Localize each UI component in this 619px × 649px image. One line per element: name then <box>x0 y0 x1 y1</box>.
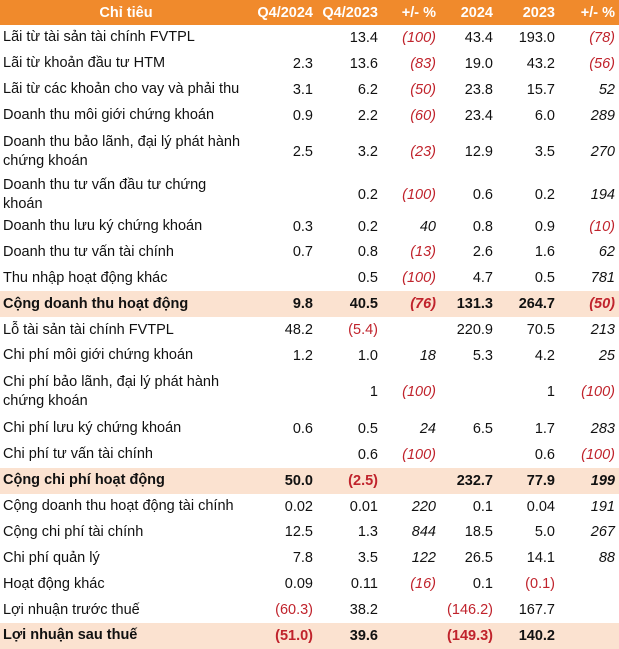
cell-2023: 264.7 <box>497 291 559 317</box>
cell-2023: 1.7 <box>534 420 555 437</box>
cell-quarter-change: (50) <box>410 81 436 98</box>
header-q4-2024: Q4/2024 <box>252 0 317 25</box>
cell-2024 <box>440 369 497 416</box>
row-label: Chi phí bảo lãnh, đại lý phát hành chứng khoán <box>3 374 220 410</box>
cell-2023: 70.5 <box>526 322 555 339</box>
cell-year-change: (50) <box>559 291 619 317</box>
cell-quarter-change: 220 <box>411 498 436 515</box>
cell-2023: 77.9 <box>497 468 559 494</box>
row-label: Lợi nhuận trước thuế <box>3 601 140 618</box>
cell-q4-2024: 0.09 <box>284 576 313 593</box>
cell-quarter-change <box>382 597 440 623</box>
cell-q4-2024: 2.5 <box>292 144 313 161</box>
table-row <box>0 369 619 416</box>
row-label: Doanh thu môi giới chứng khoán <box>3 107 215 124</box>
cell-2023: 1.6 <box>534 244 555 261</box>
cell-2023: 140.2 <box>497 623 559 649</box>
cell-q4-2023: 0.8 <box>357 244 378 261</box>
cell-q4-2024: 3.1 <box>292 81 313 98</box>
table-row <box>0 416 619 442</box>
cell-q4-2023: 1.3 <box>357 524 378 541</box>
cell-year-change <box>559 597 619 623</box>
table-row <box>0 51 619 77</box>
row-label: Chi phí môi giới chứng khoán <box>3 347 194 364</box>
header-quarter-change: +/- % <box>382 0 440 25</box>
cell-year-change: 199 <box>559 468 619 494</box>
header-q4-2023: Q4/2023 <box>317 0 382 25</box>
cell-q4-2024: 0.6 <box>292 420 313 437</box>
cell-year-change: 194 <box>590 186 615 203</box>
cell-year-change: (100) <box>581 446 615 463</box>
cell-quarter-change: (23) <box>410 144 436 161</box>
cell-q4-2023: 0.5 <box>357 420 378 437</box>
cell-2024: 0.6 <box>472 186 493 203</box>
cell-quarter-change: 844 <box>411 524 436 541</box>
cell-q4-2024: (60.3) <box>275 602 313 619</box>
cell-q4-2024: (51.0) <box>252 623 317 649</box>
cell-year-change: 88 <box>598 550 615 567</box>
header-2024: 2024 <box>440 0 497 25</box>
cell-2024: 0.8 <box>472 218 493 235</box>
cell-2023: (0.1) <box>525 576 555 593</box>
cell-year-change: 62 <box>598 244 615 261</box>
cell-2023: 5.0 <box>534 524 555 541</box>
cell-quarter-change <box>382 623 440 649</box>
row-label: Thu nhập hoạt động khác <box>3 269 168 286</box>
cell-q4-2023: 0.5 <box>357 270 378 287</box>
row-label: Hoạt động khác <box>3 575 105 592</box>
cell-quarter-change <box>382 317 440 343</box>
table-row <box>0 571 619 597</box>
cell-q4-2024: 50.0 <box>252 468 317 494</box>
cell-quarter-change: (76) <box>382 291 440 317</box>
row-label: Doanh thu bảo lãnh, đại lý phát hành chứng khoán <box>3 134 241 170</box>
header-2023: 2023 <box>497 0 559 25</box>
cell-2024: (149.3) <box>440 623 497 649</box>
cell-2024 <box>440 442 497 468</box>
cell-quarter-change: (100) <box>402 29 436 46</box>
table-total-row <box>0 468 619 494</box>
table-row <box>0 239 619 265</box>
cell-q4-2023: 3.5 <box>357 550 378 567</box>
row-label: Cộng chi phí tài chính <box>3 523 144 540</box>
cell-quarter-change: (100) <box>402 446 436 463</box>
cell-2024: 5.3 <box>472 347 493 364</box>
cell-quarter-change: (100) <box>402 384 436 401</box>
row-label: Lãi từ khoản đầu tư HTM <box>3 55 166 72</box>
row-label: Cộng doanh thu hoạt động <box>0 291 252 317</box>
cell-year-change: 781 <box>590 270 615 287</box>
cell-quarter-change: (100) <box>402 270 436 287</box>
row-label: Doanh thu tư vấn tài chính <box>3 243 174 260</box>
row-label: Chi phí lưu ký chứng khoán <box>3 420 182 437</box>
cell-quarter-change: (16) <box>410 576 436 593</box>
cell-q4-2024: 48.2 <box>284 322 313 339</box>
cell-2023: 193.0 <box>518 29 555 46</box>
cell-2024: 6.5 <box>472 420 493 437</box>
cell-q4-2024 <box>252 369 317 416</box>
table-row <box>0 77 619 103</box>
table-total-row <box>0 623 619 649</box>
row-label: Lãi từ các khoản cho vay và phải thu <box>3 81 240 98</box>
cell-q4-2023: 13.6 <box>349 55 378 72</box>
cell-2023: 0.04 <box>526 498 555 515</box>
table-row <box>0 25 619 51</box>
cell-q4-2023: 0.11 <box>350 576 378 593</box>
cell-q4-2024 <box>252 442 317 468</box>
cell-2024: 23.4 <box>464 107 493 124</box>
cell-year-change: 289 <box>590 107 615 124</box>
cell-2023: 0.9 <box>534 218 555 235</box>
table-row <box>0 265 619 291</box>
row-label: Doanh thu lưu ký chứng khoán <box>3 218 203 234</box>
cell-2023: 4.2 <box>534 347 555 364</box>
table-row <box>0 176 619 214</box>
cell-year-change: (56) <box>589 55 615 72</box>
table-row <box>0 597 619 623</box>
cell-q4-2023: 39.6 <box>317 623 382 649</box>
cell-q4-2023: (5.4) <box>348 322 378 339</box>
cell-2024: 131.3 <box>440 291 497 317</box>
cell-q4-2023: 0.2 <box>357 218 378 235</box>
cell-q4-2023: 3.2 <box>357 144 378 161</box>
cell-quarter-change: 40 <box>419 218 436 235</box>
row-label: Cộng chi phí hoạt động <box>0 468 252 494</box>
cell-year-change: 213 <box>590 322 615 339</box>
cell-2024: 19.0 <box>464 55 493 72</box>
table-row <box>0 129 619 176</box>
row-label: Cộng doanh thu hoạt động tài chính <box>3 498 234 515</box>
row-label: Lãi từ tài sản tài chính FVTPL <box>3 29 195 46</box>
cell-2024: 26.5 <box>464 550 493 567</box>
cell-2024: 43.4 <box>464 29 493 46</box>
row-label: Lợi nhuận sau thuế <box>0 623 252 649</box>
cell-2023: 0.2 <box>534 186 555 203</box>
cell-q4-2024 <box>252 25 317 51</box>
cell-quarter-change: (100) <box>402 186 436 203</box>
table-row <box>0 343 619 369</box>
cell-q4-2024: 1.2 <box>292 347 313 364</box>
cell-year-change <box>559 571 619 597</box>
header-indicator: Chỉ tiêu <box>0 0 252 25</box>
cell-q4-2024: 7.8 <box>292 550 313 567</box>
cell-q4-2024 <box>252 265 317 291</box>
cell-2024: (146.2) <box>447 602 493 619</box>
cell-quarter-change <box>382 468 440 494</box>
cell-2023: 167.7 <box>518 602 555 619</box>
cell-2024: 2.6 <box>472 244 493 261</box>
cell-quarter-change: 18 <box>419 347 436 364</box>
cell-2024: 0.1 <box>472 576 493 593</box>
cell-year-change: 283 <box>590 420 615 437</box>
cell-2023: 15.7 <box>526 81 555 98</box>
cell-q4-2023: 13.4 <box>349 29 378 46</box>
table-row <box>0 317 619 343</box>
cell-q4-2024: 0.7 <box>292 244 313 261</box>
cell-2024: 23.8 <box>464 81 493 98</box>
table-row <box>0 519 619 545</box>
cell-q4-2023: 6.2 <box>357 81 378 98</box>
table-row <box>0 103 619 129</box>
row-label: Doanh thu tư vấn đầu tư chứng khoán <box>3 176 207 212</box>
cell-q4-2023: 38.2 <box>349 602 378 619</box>
cell-2023: 0.6 <box>534 446 555 463</box>
cell-2023: 1 <box>546 384 555 401</box>
row-label: Lỗ tài sản tài chính FVTPL <box>3 321 174 338</box>
cell-2024: 12.9 <box>464 144 493 161</box>
table-row <box>0 442 619 468</box>
cell-year-change: (100) <box>581 384 615 401</box>
cell-year-change: (78) <box>589 29 615 46</box>
cell-quarter-change: 24 <box>419 420 436 437</box>
cell-q4-2023: 1.0 <box>357 347 378 364</box>
cell-quarter-change: (13) <box>410 244 436 261</box>
cell-2024: 0.1 <box>472 498 493 515</box>
cell-quarter-change: (60) <box>410 107 436 124</box>
cell-year-change: 25 <box>598 347 615 364</box>
cell-q4-2024: 0.02 <box>284 498 313 515</box>
row-label: Chi phí tư vấn tài chính <box>3 446 153 463</box>
cell-year-change: 52 <box>598 81 615 98</box>
cell-q4-2024: 12.5 <box>284 524 313 541</box>
cell-year-change: 191 <box>590 498 615 515</box>
row-label: Chi phí quản lý <box>3 549 100 566</box>
header-row <box>0 0 619 25</box>
cell-2023: 0.5 <box>534 270 555 287</box>
cell-q4-2023: 0.6 <box>357 446 378 463</box>
table-row <box>0 214 619 240</box>
cell-year-change: (10) <box>589 218 615 235</box>
cell-2023: 14.1 <box>526 550 555 567</box>
cell-q4-2023: 0.2 <box>357 186 378 203</box>
table-total-row <box>0 291 619 317</box>
cell-2024: 220.9 <box>456 322 493 339</box>
cell-year-change: 267 <box>590 524 615 541</box>
cell-quarter-change: (83) <box>410 55 436 72</box>
cell-q4-2023: (2.5) <box>317 468 382 494</box>
cell-q4-2024 <box>252 176 317 214</box>
cell-2023: 3.5 <box>534 144 555 161</box>
cell-year-change <box>559 623 619 649</box>
header-year-change: +/- % <box>559 0 619 25</box>
cell-year-change: 270 <box>590 144 615 161</box>
cell-q4-2023: 2.2 <box>357 107 378 124</box>
cell-2023: 6.0 <box>534 107 555 124</box>
cell-q4-2024: 0.9 <box>292 107 313 124</box>
cell-2023: 43.2 <box>526 55 555 72</box>
cell-q4-2023: 0.01 <box>349 498 378 515</box>
cell-2024: 232.7 <box>440 468 497 494</box>
table-row <box>0 545 619 571</box>
cell-2024: 18.5 <box>464 524 493 541</box>
cell-q4-2024: 2.3 <box>292 55 313 72</box>
cell-q4-2024: 0.3 <box>292 218 313 235</box>
cell-q4-2023: 1 <box>369 384 378 401</box>
table-row <box>0 494 619 520</box>
cell-quarter-change: 122 <box>411 550 436 567</box>
cell-2024: 4.7 <box>472 270 493 287</box>
cell-q4-2023: 40.5 <box>317 291 382 317</box>
cell-q4-2024: 9.8 <box>252 291 317 317</box>
